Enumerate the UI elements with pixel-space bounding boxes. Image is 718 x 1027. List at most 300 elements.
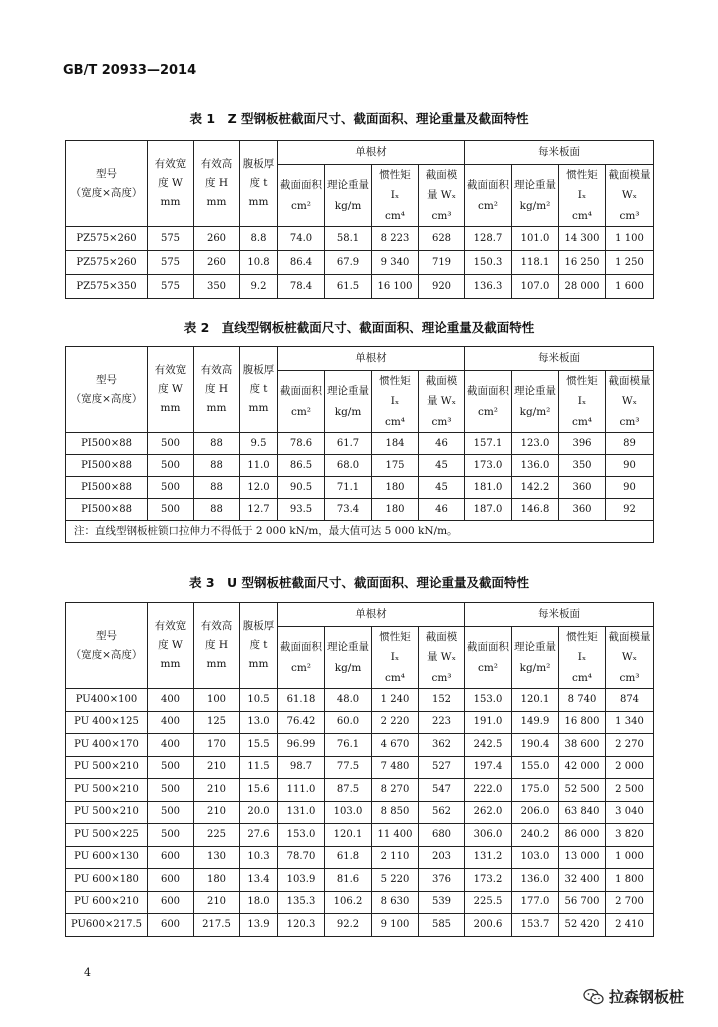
- table-row: [66, 455, 654, 477]
- unit-label: cm³: [431, 671, 452, 684]
- unit-label: cm²: [477, 405, 499, 418]
- unit-label: cm⁴: [571, 209, 593, 222]
- col-header-weight: [512, 627, 559, 689]
- table-cell: 61.5: [325, 275, 372, 299]
- table-2: [65, 346, 654, 543]
- unit-label: kg/m: [334, 405, 362, 418]
- table-cell: 527: [419, 756, 465, 779]
- group-header-single: [278, 603, 465, 627]
- col-header-label: 有效高度 H: [200, 158, 233, 190]
- table-cell: 376: [419, 869, 465, 892]
- group-header-per-meter: [465, 603, 654, 627]
- table-cell: 71.1: [325, 477, 372, 499]
- unit-label: cm⁴: [384, 209, 406, 222]
- group-header-single: [278, 347, 465, 371]
- unit-label: cm³: [431, 209, 452, 222]
- table-cell: 2 410: [606, 914, 654, 937]
- table-cell: 61.18: [278, 689, 325, 712]
- table-cell: 88: [194, 455, 240, 477]
- table-cell: 575: [148, 251, 194, 275]
- table-cell: 210: [194, 891, 240, 914]
- table-cell: 135.3: [278, 891, 325, 914]
- table-cell: 46: [419, 433, 465, 455]
- table-cell: 90.5: [278, 477, 325, 499]
- table-cell: 153.7: [512, 914, 559, 937]
- table-cell: 350: [559, 455, 606, 477]
- col-header-label: 截面模量 Wₓ: [608, 631, 651, 664]
- table-row: [66, 734, 654, 757]
- table-cell: 60.0: [325, 711, 372, 734]
- table-cell: 2 110: [372, 846, 419, 869]
- table-cell: 11.5: [240, 756, 278, 779]
- col-header-width: [148, 347, 194, 433]
- col-header-label: 理论重量: [514, 179, 556, 192]
- table-cell: 48.0: [325, 689, 372, 712]
- col-header-width: [148, 603, 194, 689]
- table-cell: 203: [419, 846, 465, 869]
- unit-label: kg/m²: [519, 661, 551, 674]
- unit-label: kg/m²: [519, 199, 551, 212]
- wechat-icon: [583, 988, 605, 1006]
- unit-label: cm⁴: [384, 671, 406, 684]
- table-cell: 181.0: [465, 477, 512, 499]
- table-cell: 78.70: [278, 846, 325, 869]
- col-header-area: [278, 627, 325, 689]
- table-cell: 2 000: [606, 756, 654, 779]
- table-cell: 200.6: [465, 914, 512, 937]
- table-cell: 500: [148, 433, 194, 455]
- table-cell: 146.8: [512, 499, 559, 521]
- unit-label: kg/m: [334, 661, 362, 674]
- col-header-label: （宽度×高度）: [70, 186, 143, 199]
- table-cell: 68.0: [325, 455, 372, 477]
- table-cell: 600: [148, 914, 194, 937]
- col-header-height: [194, 603, 240, 689]
- table-cell: 175: [372, 455, 419, 477]
- col-header-inertia: [559, 371, 606, 433]
- col-header-inertia: [559, 165, 606, 227]
- table-cell: 67.9: [325, 251, 372, 275]
- col-header-label: 有效宽度 W: [154, 620, 187, 652]
- table-3: [65, 602, 654, 937]
- col-header-label: 惯性矩 Iₓ: [379, 375, 411, 408]
- table-cell: 180: [372, 477, 419, 499]
- table-cell: 13.0: [240, 711, 278, 734]
- unit-label: mm: [248, 196, 269, 209]
- col-header-label: 有效高度 H: [200, 620, 233, 652]
- table-cell: 500: [148, 801, 194, 824]
- table-cell: 28 000: [559, 275, 606, 299]
- col-header-height: [194, 141, 240, 227]
- table-cell: 3 040: [606, 801, 654, 824]
- group-header-label: 每米板面: [538, 351, 580, 364]
- table-cell: 123.0: [512, 433, 559, 455]
- table-cell: 9 340: [372, 251, 419, 275]
- col-header-label: 截面模量 Wₓ: [608, 375, 651, 408]
- table-cell: 306.0: [465, 824, 512, 847]
- table-cell: 42 000: [559, 756, 606, 779]
- table-cell: 77.5: [325, 756, 372, 779]
- table-cell: 242.5: [465, 734, 512, 757]
- col-header-inertia: [559, 627, 606, 689]
- group-header-label: 每米板面: [538, 607, 580, 620]
- table-cell: 131.0: [278, 801, 325, 824]
- table-cell: 10.5: [240, 689, 278, 712]
- table-cell: 10.8: [240, 251, 278, 275]
- table-cell: 103.9: [278, 869, 325, 892]
- col-header-thickness: [240, 603, 278, 689]
- col-header-label: 有效宽度 W: [154, 364, 187, 396]
- table-cell: 88: [194, 433, 240, 455]
- table-cell: 210: [194, 779, 240, 802]
- table-cell: PI500×88: [66, 455, 148, 477]
- col-header-area: [278, 371, 325, 433]
- unit-label: cm³: [619, 415, 640, 428]
- table-cell: 222.0: [465, 779, 512, 802]
- col-header-label: 截面面积: [280, 385, 322, 398]
- table-cell: 500: [148, 756, 194, 779]
- table-row: [66, 433, 654, 455]
- table-cell: 13 000: [559, 846, 606, 869]
- table-cell: 260: [194, 251, 240, 275]
- table-row: [66, 756, 654, 779]
- table-cell: 7 480: [372, 756, 419, 779]
- table-cell: 177.0: [512, 891, 559, 914]
- table-cell: 1 600: [606, 275, 654, 299]
- table-cell: 74.0: [278, 227, 325, 251]
- col-header-area: [465, 371, 512, 433]
- table-cell: 1 240: [372, 689, 419, 712]
- table-cell: 130: [194, 846, 240, 869]
- col-header-label: 理论重量: [327, 385, 369, 398]
- col-header-label: 型号: [96, 373, 117, 386]
- table-cell: PU 600×180: [66, 869, 148, 892]
- col-header-label: 截面面积: [280, 641, 322, 654]
- table-cell: 107.0: [512, 275, 559, 299]
- col-header-thickness: [240, 347, 278, 433]
- table-cell: 2 700: [606, 891, 654, 914]
- unit-label: cm²: [290, 661, 312, 674]
- table-cell: 874: [606, 689, 654, 712]
- table-cell: 11.0: [240, 455, 278, 477]
- unit-label: cm⁴: [384, 415, 406, 428]
- table-row: [66, 711, 654, 734]
- col-header-model: [66, 141, 148, 227]
- table-cell: 87.5: [325, 779, 372, 802]
- table-cell: 16 100: [372, 275, 419, 299]
- col-header-label: 型号: [96, 167, 117, 180]
- table-cell: 90: [606, 455, 654, 477]
- table-cell: 350: [194, 275, 240, 299]
- table-cell: 173.0: [465, 455, 512, 477]
- table-cell: 153.0: [278, 824, 325, 847]
- table-cell: 500: [148, 455, 194, 477]
- col-header-label: 截面模量 Wₓ: [425, 169, 458, 202]
- col-header-area: [465, 627, 512, 689]
- table-cell: PZ575×260: [66, 251, 148, 275]
- group-header-single: [278, 141, 465, 165]
- table-cell: 400: [148, 689, 194, 712]
- table-cell: 38 600: [559, 734, 606, 757]
- table-cell: 106.2: [325, 891, 372, 914]
- table-cell: 61.7: [325, 433, 372, 455]
- col-header-height: [194, 347, 240, 433]
- table-cell: 136.3: [465, 275, 512, 299]
- table-cell: 13.9: [240, 914, 278, 937]
- unit-label: cm²: [477, 661, 499, 674]
- table-cell: PZ575×260: [66, 227, 148, 251]
- table-cell: 27.6: [240, 824, 278, 847]
- table-cell: 240.2: [512, 824, 559, 847]
- table-cell: 262.0: [465, 801, 512, 824]
- col-header-model: [66, 603, 148, 689]
- table-cell: 101.0: [512, 227, 559, 251]
- table-cell: 500: [148, 499, 194, 521]
- unit-label: mm: [206, 658, 227, 671]
- table-cell: 111.0: [278, 779, 325, 802]
- table-cell: 157.1: [465, 433, 512, 455]
- unit-label: cm³: [619, 671, 640, 684]
- note-row: [66, 521, 654, 543]
- col-header-label: 惯性矩 Iₓ: [566, 375, 598, 408]
- header-row: [66, 141, 654, 165]
- col-header-weight: [325, 627, 372, 689]
- table-cell: 86.4: [278, 251, 325, 275]
- table-cell: 187.0: [465, 499, 512, 521]
- table-cell: 628: [419, 227, 465, 251]
- table-cell: 81.6: [325, 869, 372, 892]
- table-cell: 20.0: [240, 801, 278, 824]
- table-cell: 170: [194, 734, 240, 757]
- group-header-label: 单根材: [355, 351, 387, 364]
- table-row: [66, 824, 654, 847]
- table-cell: 152: [419, 689, 465, 712]
- table-cell: 8 270: [372, 779, 419, 802]
- table-cell: 539: [419, 891, 465, 914]
- table-cell: 680: [419, 824, 465, 847]
- col-header-inertia: [372, 165, 419, 227]
- table-cell: 76.1: [325, 734, 372, 757]
- table-cell: 400: [148, 711, 194, 734]
- col-header-inertia: [372, 627, 419, 689]
- table-cell: 15.5: [240, 734, 278, 757]
- unit-label: kg/m: [334, 199, 362, 212]
- unit-label: cm⁴: [571, 415, 593, 428]
- col-header-label: 腹板厚度 t: [242, 620, 275, 652]
- col-header-label: 有效宽度 W: [154, 158, 187, 190]
- table-cell: 575: [148, 275, 194, 299]
- table-cell: 362: [419, 734, 465, 757]
- col-header-label: 型号: [96, 629, 117, 642]
- table-cell: 120.3: [278, 914, 325, 937]
- col-header-label: 截面模量 Wₓ: [425, 375, 458, 408]
- table-row: [66, 477, 654, 499]
- group-header-per-meter: [465, 347, 654, 371]
- watermark-text: 拉森钢板桩: [608, 988, 684, 1006]
- table-cell: 191.0: [465, 711, 512, 734]
- table-cell: 180: [372, 499, 419, 521]
- col-header-weight: [325, 371, 372, 433]
- watermark: [583, 986, 684, 1007]
- table-cell: 9.2: [240, 275, 278, 299]
- unit-label: mm: [206, 402, 227, 415]
- table-cell: 61.8: [325, 846, 372, 869]
- unit-label: cm³: [431, 415, 452, 428]
- table-cell: 93.5: [278, 499, 325, 521]
- table-cell: 58.1: [325, 227, 372, 251]
- table-cell: PU 500×210: [66, 756, 148, 779]
- table-row: [66, 251, 654, 275]
- table-cell: 5 220: [372, 869, 419, 892]
- table-cell: 103.0: [325, 801, 372, 824]
- table-cell: 32 400: [559, 869, 606, 892]
- table-cell: 719: [419, 251, 465, 275]
- table-cell: 8 740: [559, 689, 606, 712]
- table-cell: 136.0: [512, 869, 559, 892]
- unit-label: cm³: [619, 209, 640, 222]
- table-row: [66, 869, 654, 892]
- col-header-label: 截面面积: [467, 641, 509, 654]
- table-cell: 89: [606, 433, 654, 455]
- col-header-area: [465, 165, 512, 227]
- table-row: [66, 227, 654, 251]
- table-cell: 13.4: [240, 869, 278, 892]
- table-cell: 153.0: [465, 689, 512, 712]
- col-header-modulus: [419, 371, 465, 433]
- group-header-per-meter: [465, 141, 654, 165]
- col-header-label: 截面模量 Wₓ: [608, 169, 651, 202]
- table-3-caption: 表 3 U 型钢板桩截面尺寸、截面面积、理论重量及截面特性: [188, 575, 530, 590]
- table-cell: 120.1: [512, 689, 559, 712]
- table-cell: 206.0: [512, 801, 559, 824]
- table-cell: 46: [419, 499, 465, 521]
- col-header-width: [148, 141, 194, 227]
- table-cell: 197.4: [465, 756, 512, 779]
- table-cell: PI500×88: [66, 433, 148, 455]
- table-cell: PU 600×130: [66, 846, 148, 869]
- table-cell: 103.0: [512, 846, 559, 869]
- table-cell: 125: [194, 711, 240, 734]
- unit-label: cm²: [290, 405, 312, 418]
- col-header-modulus: [606, 627, 654, 689]
- table-cell: 118.1: [512, 251, 559, 275]
- unit-label: cm⁴: [571, 671, 593, 684]
- table-cell: 136.0: [512, 455, 559, 477]
- table-cell: 73.4: [325, 499, 372, 521]
- table-cell: 98.7: [278, 756, 325, 779]
- header-row: [66, 347, 654, 371]
- unit-label: cm²: [290, 199, 312, 212]
- standard-code: GB/T 20933—2014: [63, 63, 197, 78]
- table-cell: 175.0: [512, 779, 559, 802]
- table-cell: 260: [194, 227, 240, 251]
- table-1-caption: 表 1 Z 型钢板桩截面尺寸、截面面积、理论重量及截面特性: [189, 111, 529, 126]
- col-header-label: 腹板厚度 t: [242, 364, 275, 396]
- table-cell: 18.0: [240, 891, 278, 914]
- table-row: [66, 779, 654, 802]
- table-cell: 16 250: [559, 251, 606, 275]
- unit-label: mm: [160, 402, 181, 415]
- table-cell: 120.1: [325, 824, 372, 847]
- col-header-label: 腹板厚度 t: [242, 158, 275, 190]
- table-cell: 86 000: [559, 824, 606, 847]
- col-header-label: 理论重量: [327, 641, 369, 654]
- col-header-model: [66, 347, 148, 433]
- table-note: 注：直线型钢板桩锁口拉伸力不得低于 2 000 kN/m，最大值可达 5 000 kN/m。: [66, 521, 654, 543]
- table-cell: 2 500: [606, 779, 654, 802]
- table-cell: 9.5: [240, 433, 278, 455]
- table-row: [66, 891, 654, 914]
- table-cell: 210: [194, 756, 240, 779]
- col-header-label: 惯性矩 Iₓ: [566, 169, 598, 202]
- table-cell: 8 850: [372, 801, 419, 824]
- unit-label: mm: [160, 196, 181, 209]
- table-cell: 90: [606, 477, 654, 499]
- table-cell: PU 400×125: [66, 711, 148, 734]
- col-header-label: 理论重量: [327, 179, 369, 192]
- col-header-label: 惯性矩 Iₓ: [566, 631, 598, 664]
- table-cell: 14 300: [559, 227, 606, 251]
- col-header-label: 截面面积: [467, 179, 509, 192]
- table-cell: 217.5: [194, 914, 240, 937]
- table-cell: 3 820: [606, 824, 654, 847]
- table-cell: 96.99: [278, 734, 325, 757]
- table-cell: 12.0: [240, 477, 278, 499]
- table-cell: 76.42: [278, 711, 325, 734]
- table-cell: 396: [559, 433, 606, 455]
- table-cell: 149.9: [512, 711, 559, 734]
- table-cell: 180: [194, 869, 240, 892]
- table-cell: 585: [419, 914, 465, 937]
- table-cell: 500: [148, 824, 194, 847]
- table-cell: 223: [419, 711, 465, 734]
- table-cell: 600: [148, 869, 194, 892]
- table-row: [66, 846, 654, 869]
- col-header-label: （宽度×高度）: [70, 392, 143, 405]
- table-cell: 9 100: [372, 914, 419, 937]
- table-cell: 78.6: [278, 433, 325, 455]
- col-header-label: 惯性矩 Iₓ: [379, 169, 411, 202]
- table-cell: 88: [194, 477, 240, 499]
- col-header-area: [278, 165, 325, 227]
- unit-label: mm: [248, 402, 269, 415]
- table-cell: 86.5: [278, 455, 325, 477]
- col-header-modulus: [419, 627, 465, 689]
- table-cell: 500: [148, 779, 194, 802]
- table-cell: 15.6: [240, 779, 278, 802]
- table-cell: 2 220: [372, 711, 419, 734]
- table-cell: 8 223: [372, 227, 419, 251]
- table-cell: PU 500×210: [66, 801, 148, 824]
- col-header-modulus: [419, 165, 465, 227]
- table-cell: 1 000: [606, 846, 654, 869]
- unit-label: mm: [206, 196, 227, 209]
- table-cell: 4 670: [372, 734, 419, 757]
- table-cell: PU600×217.5: [66, 914, 148, 937]
- table-cell: 52 500: [559, 779, 606, 802]
- table-2-caption: 表 2 直线型钢板桩截面尺寸、截面面积、理论重量及截面特性: [183, 320, 535, 335]
- table-cell: 190.4: [512, 734, 559, 757]
- table-cell: 400: [148, 734, 194, 757]
- table-cell: 225: [194, 824, 240, 847]
- table-cell: 63 840: [559, 801, 606, 824]
- table-cell: 16 800: [559, 711, 606, 734]
- table-cell: 562: [419, 801, 465, 824]
- table-cell: 11 400: [372, 824, 419, 847]
- col-header-label: 理论重量: [514, 385, 556, 398]
- col-header-label: 有效高度 H: [200, 364, 233, 396]
- table-cell: 12.7: [240, 499, 278, 521]
